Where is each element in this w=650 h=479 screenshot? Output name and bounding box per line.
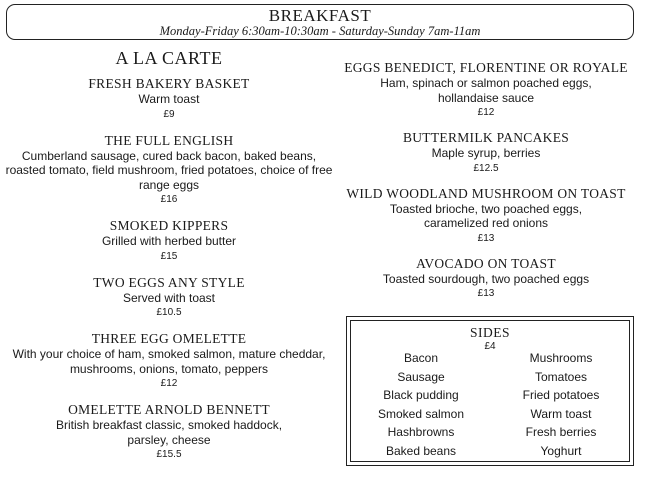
item-price: £10.5 (156, 307, 182, 318)
item-price: £15.5 (156, 449, 182, 460)
opening-hours: Monday-Friday 6:30am-10:30am - Saturday-Sunday 7am-11am (159, 24, 481, 38)
side-item: Fresh berries (525, 425, 597, 439)
item-price: £13 (477, 288, 495, 299)
sides-column-right (491, 349, 631, 460)
item-name: WILD WOODLAND MUSHROOM ON TOAST (346, 185, 626, 201)
item-name: THREE EGG OMELETTE (91, 331, 247, 346)
menu-item-wild-woodland-mushroom-on-toast (336, 186, 636, 246)
side-item: Yoghurt (540, 443, 582, 458)
item-price: £12 (477, 107, 495, 118)
menu-item-avocado-on-toast (336, 256, 636, 302)
item-name: BUTTERMILK PANCAKES (402, 130, 570, 145)
side-item: Bacon (403, 351, 439, 365)
menu-item-three-egg-omelette (0, 331, 338, 391)
menu-item-buttermilk-pancakes (336, 130, 636, 176)
menu-item-fresh-bakery-basket (0, 76, 338, 122)
menu-item-full-english (0, 133, 338, 208)
item-name: AVOCADO ON TOAST (416, 255, 556, 271)
item-price: £9 (163, 108, 175, 120)
sides-price: £4 (484, 341, 496, 352)
side-item: Sausage (397, 369, 445, 384)
a-la-carte-column (0, 48, 338, 473)
item-description: Toasted sourdough, two poached eggs (382, 271, 590, 286)
sides-inner-border (350, 320, 630, 462)
item-name: FRESH BAKERY BASKET (88, 76, 250, 91)
menu-title: BREAKFAST (268, 6, 372, 25)
side-item: Smoked salmon (377, 406, 465, 421)
menu-item-smoked-kippers (0, 218, 338, 264)
item-description: Served with toast (122, 290, 216, 305)
menu-header (6, 4, 634, 40)
item-description: Toasted brioche, two poached eggs, caramelized red onions (389, 201, 583, 230)
side-item: Fried potatoes (522, 388, 600, 402)
item-price: £12 (160, 378, 178, 389)
side-item: Baked beans (385, 443, 457, 458)
item-price: £15 (160, 250, 178, 262)
item-name: SMOKED KIPPERS (109, 218, 229, 233)
item-price: £13 (477, 232, 495, 244)
item-name: OMELETTE ARNOLD BENNETT (68, 402, 270, 417)
side-item: Black pudding (383, 388, 459, 402)
item-description: Cumberland sausage, cured back bacon, baked beans, roasted tomato, field mushroom, fried potatoes, choice of free range eggs (5, 148, 333, 192)
sides-title: SIDES (469, 325, 510, 340)
menu-item-eggs-benedict (336, 60, 636, 120)
item-description: Ham, spinach or salmon poached eggs, hollandaise sauce (380, 76, 592, 105)
side-item: Warm toast (530, 406, 592, 421)
side-item: Mushrooms (529, 351, 593, 365)
item-description: Grilled with herbed butter (101, 234, 237, 248)
item-description: Maple syrup, berries (431, 146, 541, 160)
item-name: THE FULL ENGLISH (104, 132, 234, 148)
sides-box (346, 316, 634, 466)
item-name: EGGS BENEDICT, FLORENTINE OR ROYALE (344, 60, 628, 75)
item-description: Warm toast (138, 92, 200, 106)
sides-column-left (351, 349, 491, 460)
section-title: A LA CARTE (115, 48, 223, 68)
menu-item-omelette-arnold-bennett (0, 402, 338, 462)
right-column (336, 60, 636, 311)
item-price: £16 (160, 194, 178, 205)
item-price: £12.5 (473, 162, 499, 174)
side-item: Hashbrowns (387, 425, 455, 439)
side-item: Tomatoes (534, 369, 588, 384)
menu-item-two-eggs-any-style (0, 275, 338, 321)
item-name: TWO EGGS ANY STYLE (93, 274, 245, 290)
item-description: British breakfast classic, smoked haddock, parsley, cheese (55, 418, 283, 447)
item-description: With your choice of ham, smoked salmon, mature cheddar, mushrooms, onions, tomato, peppers (12, 347, 326, 376)
